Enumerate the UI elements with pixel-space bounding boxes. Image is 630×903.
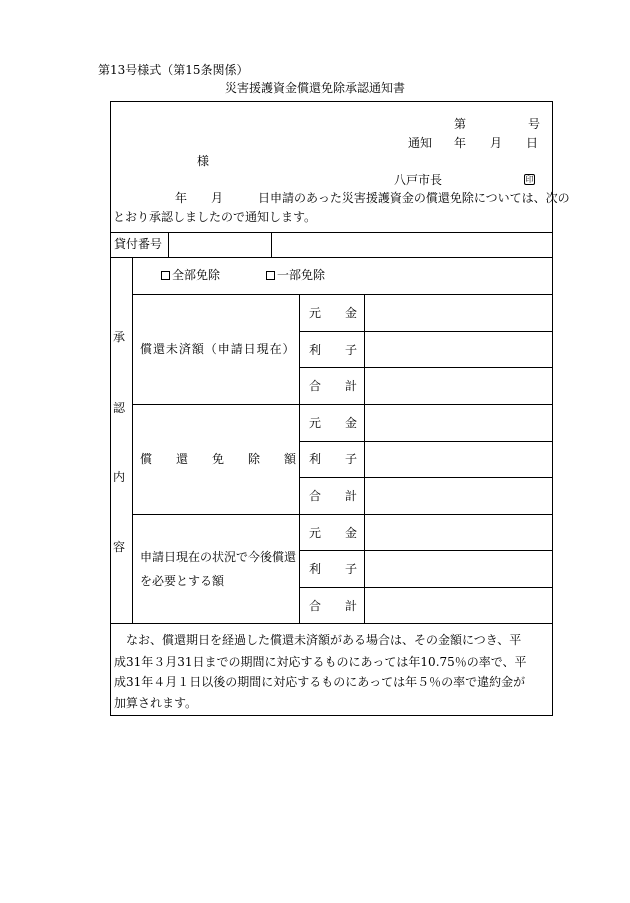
item-principal: 元 金: [309, 526, 358, 540]
date-year: 年: [454, 136, 467, 150]
side-label-2: 認: [113, 401, 126, 415]
checkbox-icon: [161, 271, 170, 280]
divider-group-1: [132, 404, 553, 405]
group-label-remaining-line2: を必要とする額: [140, 574, 225, 588]
divider-item-value: [364, 294, 365, 623]
body-text-line2: とおり承認しましたので通知します。: [113, 210, 317, 224]
option-partial-exemption[interactable]: [266, 269, 325, 281]
item-total: 合 計: [309, 599, 358, 613]
divider-row: [299, 367, 553, 368]
side-label-4: 容: [113, 540, 126, 554]
option-full-label: 全部免除: [172, 268, 221, 282]
number-suffix: 号: [528, 117, 541, 131]
item-interest: 利 子: [309, 343, 358, 357]
divider-item-label: [299, 294, 300, 623]
divider-side-label: [132, 257, 133, 623]
checkbox-icon: [266, 271, 275, 280]
divider-row: [299, 587, 553, 588]
divider-row: [299, 550, 553, 551]
item-total: 合 計: [309, 379, 358, 393]
loan-number-label: 貸付番号: [114, 237, 163, 251]
divider-group-2: [132, 514, 553, 515]
divider-loan-top: [110, 232, 553, 233]
loan-number-field[interactable]: [170, 234, 269, 255]
item-total: 合 計: [309, 489, 358, 503]
addressee-suffix: 様: [197, 154, 210, 168]
number-prefix: 第: [454, 117, 467, 131]
item-principal: 元 金: [309, 306, 358, 320]
group-label-remaining-line1: 申請日現在の状況で今後償還: [140, 550, 297, 564]
issuer-name: 八戸市長: [394, 173, 443, 187]
note-line-1: なお、償還期日を経過した償還未済額がある場合は、その金額につき、平: [114, 633, 522, 647]
divider-loan-value: [271, 232, 272, 257]
item-principal: 元 金: [309, 416, 358, 430]
note-line-3: 成31年４月１日以後の期間に対応するものにあっては年５％の率で違約金が: [114, 675, 526, 689]
group-label-exemption: 償 還 免 除 額: [140, 452, 297, 466]
divider-note-top: [110, 623, 553, 624]
divider-row: [299, 477, 553, 478]
item-interest: 利 子: [309, 452, 358, 466]
body-year: 年: [175, 191, 188, 205]
divider-loan-bottom: [110, 257, 553, 258]
note-line-2: 成31年３月31日までの期間に対応するものにあっては年10.75％の率で、平: [114, 655, 527, 669]
divider-options-bottom: [132, 294, 553, 295]
document-title: 災害援護資金償還免除承認通知書: [224, 81, 405, 95]
group-label-outstanding: 償還未済額（申請日現在）: [140, 342, 296, 356]
date-month: 月: [490, 136, 503, 150]
divider-row: [299, 331, 553, 332]
seal-mark: 印: [525, 175, 534, 184]
body-text-line1: 日申請のあった災害援護資金の償還免除については、次の: [258, 191, 570, 205]
note-line-4: 加算されます。: [114, 696, 198, 710]
side-label-3: 内: [113, 470, 126, 484]
divider-row: [299, 441, 553, 442]
item-interest: 利 子: [309, 562, 358, 576]
side-label-1: 承: [113, 330, 126, 344]
body-month: 月: [211, 191, 224, 205]
divider-loan-label: [168, 232, 169, 257]
option-full-exemption[interactable]: [161, 269, 220, 281]
option-partial-label: 一部免除: [277, 268, 326, 282]
date-label: 通知: [408, 136, 433, 150]
form-number-label: 第13号様式（第15条関係）: [98, 63, 249, 77]
date-day: 日: [526, 136, 539, 150]
